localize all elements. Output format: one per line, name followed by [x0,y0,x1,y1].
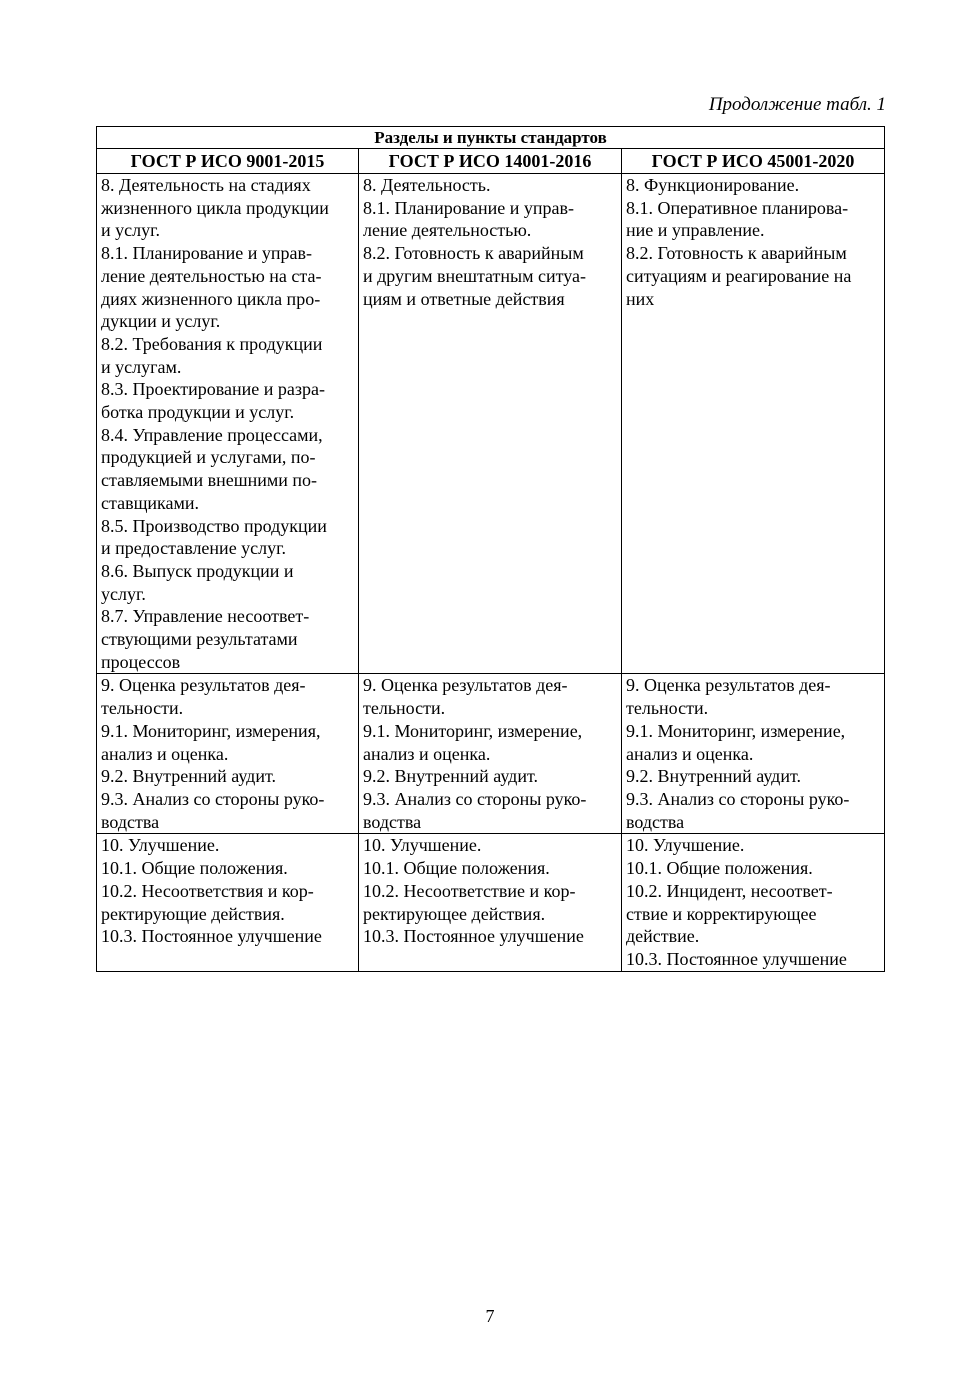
cell-text-line: них [626,288,655,309]
cell-text-line: 10.1. Общие положения. [101,858,288,879]
cell-text-line: 8.2. Готовность к аварийным [363,243,584,264]
cell-text-line: 8.5. Производство продукции [101,515,327,536]
table-cell-iso-14001 [359,674,622,834]
table-cell-iso-45001 [622,174,885,674]
cell-text-line: ствующими результатами [101,629,298,650]
cell-text-line: 10. Улучшение. [363,835,482,856]
cell-text-line: услуг. [101,583,146,604]
cell-text-line: ление деятельностью. [363,220,532,241]
cell-text-line: 9.3. Анализ со стороны руко- [101,788,325,809]
cell-text-line: тельности. [363,698,446,719]
cell-text-line: 9.1. Мониторинг, измерения, [101,720,321,741]
cell-text-line: 8. Функционирование. [626,175,800,195]
cell-text-line: 10.3. Постоянное улучшение [101,926,322,947]
cell-text-line: 8.2. Требования к продукции [101,333,323,354]
table-row [97,834,885,971]
column-header-iso-9001: ГОСТ Р ИСО 9001-2015 [97,149,359,174]
cell-text-line: диях жизненного цикла про- [101,288,321,309]
cell-text-line: ботка продукции и услуг. [101,402,295,423]
table-row [97,174,885,674]
cell-text-line: 8.1. Оперативное планирова- [626,197,849,218]
cell-text-line: и услугам. [101,356,182,377]
cell-text-line: 9. Оценка результатов дея- [101,675,306,696]
table-cell-iso-9001 [97,674,359,834]
table-cell-iso-9001 [97,174,359,674]
cell-text-line: ние и управление. [626,220,765,241]
cell-text-line: и другим внештатным ситуа- [363,265,587,286]
cell-text-line: 8.1. Планирование и управ- [101,243,312,264]
cell-text-line: жизненного цикла продукции [101,197,329,218]
cell-text-line: 8.7. Управление несоответ- [101,606,310,627]
cell-text-line: ставляемыми внешними по- [101,470,317,491]
cell-text-line: 8.1. Планирование и управ- [363,197,574,218]
cell-text-line: анализ и оценка. [363,743,491,764]
cell-text-line: водства [363,811,422,832]
cell-text-line: действие. [626,926,700,947]
cell-text-line: и услуг. [101,220,160,241]
column-header-iso-45001: ГОСТ Р ИСО 45001-2020 [622,149,885,174]
cell-text-line: 10.3. Постоянное улучшение [363,926,584,947]
cell-text-line: 10. Улучшение. [626,835,745,856]
cell-text-line: 9.1. Мониторинг, измерение, [626,720,846,741]
cell-text-line: 9.2. Внутренний аудит. [363,766,538,787]
cell-text-line: дукции и услуг. [101,311,221,332]
page-number: 7 [485,1306,495,1326]
cell-text-line: 9. Оценка результатов дея- [363,675,568,696]
cell-text-line: ствие и корректирующее [626,903,817,924]
cell-text-line: ректирующие действия. [101,903,285,924]
cell-text-line: 10.1. Общие положения. [626,858,813,879]
table-group-header-row [97,127,885,149]
cell-text-line: продукцией и услугами, по- [101,447,316,468]
cell-text-line: 8.3. Проектирование и разра- [101,379,325,400]
table-column-header-row [97,149,885,174]
cell-text-line: анализ и оценка. [626,743,754,764]
cell-text-line: процессов [101,651,181,672]
cell-text-line: ректирующее действия. [363,903,546,924]
table-cell-iso-9001 [97,834,359,971]
cell-text-line: 10.1. Общие положения. [363,858,550,879]
cell-text-line: 8.4. Управление процессами, [101,424,323,445]
table-continuation-label: Продолжение табл. 1 [708,94,886,115]
table-cell-iso-14001 [359,834,622,971]
cell-text-line: 8.2. Готовность к аварийным [626,243,847,264]
cell-text-line: ление деятельностью на ста- [101,265,322,286]
table-cell-iso-45001 [622,674,885,834]
cell-text-line: водства [626,811,685,832]
cell-text-line: 8. Деятельность на стадиях [101,175,311,195]
cell-text-line: 9.3. Анализ со стороны руко- [363,788,587,809]
column-header-iso-14001: ГОСТ Р ИСО 14001-2016 [359,149,622,174]
cell-text-line: 8. Деятельность. [363,175,491,195]
cell-text-line: 10. Улучшение. [101,835,220,856]
cell-text-line: анализ и оценка. [101,743,229,764]
cell-text-line: тельности. [101,698,184,719]
cell-text-line: и предоставление услуг. [101,538,287,559]
cell-text-line: 10.2. Несоответствия и кор- [101,880,314,901]
cell-text-line: 8.6. Выпуск продукции и [101,560,294,581]
cell-text-line: 10.2. Инцидент, несоответ- [626,880,833,901]
table-group-header: Разделы и пункты стандартов [97,127,885,149]
cell-text-line: 9.2. Внутренний аудит. [101,766,276,787]
cell-text-line: ситуациям и реагирование на [626,265,852,286]
cell-text-line: тельности. [626,698,709,719]
cell-text-line: ставщиками. [101,492,200,513]
table-cell-iso-14001 [359,174,622,674]
cell-text-line: водства [101,811,160,832]
cell-text-line: 9.3. Анализ со стороны руко- [626,788,850,809]
standards-table [96,126,885,972]
cell-text-line: 9.2. Внутренний аудит. [626,766,801,787]
cell-text-line: 9.1. Мониторинг, измерение, [363,720,583,741]
cell-text-line: 10.3. Постоянное улучшение [626,948,847,969]
cell-text-line: 10.2. Несоответствие и кор- [363,880,576,901]
cell-text-line: 9. Оценка результатов дея- [626,675,831,696]
table-row [97,674,885,834]
table-cell-iso-45001 [622,834,885,971]
cell-text-line: циям и ответные действия [363,288,565,309]
table-body [97,174,885,972]
